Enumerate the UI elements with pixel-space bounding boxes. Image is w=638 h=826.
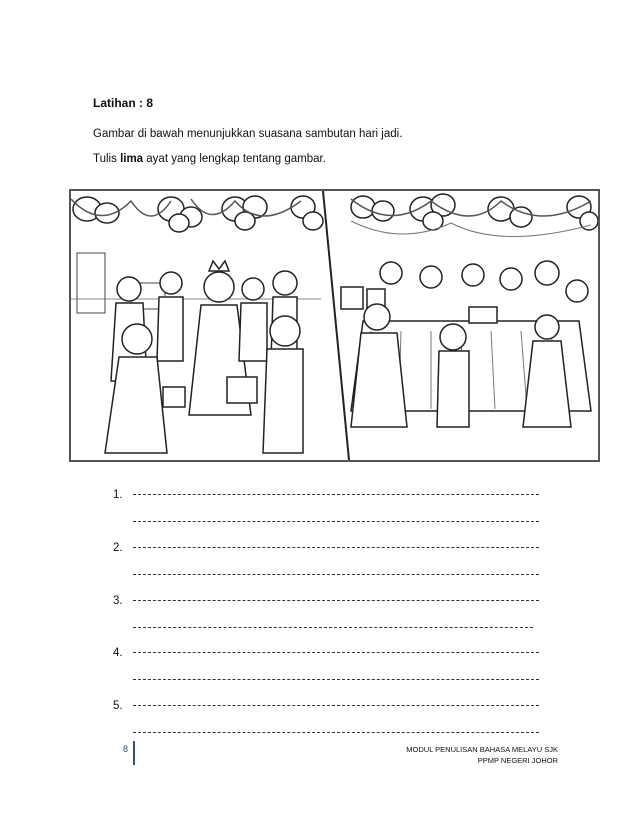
exercise-title: Latihan : 8 (93, 96, 154, 110)
page-number: 8 (123, 744, 129, 754)
answer-2-line-a[interactable] (133, 547, 539, 548)
answer-5-line-a[interactable] (133, 705, 539, 706)
answer-2 (113, 538, 123, 556)
answer-2-line-b[interactable] (133, 574, 539, 575)
answer-4 (113, 643, 123, 661)
instruction-line-1: Gambar di bawah menunjukkan suasana sambutan hari jadi. (93, 128, 403, 140)
answer-3 (113, 591, 123, 609)
instruction-emphasis: lima (120, 153, 144, 165)
answer-number: 1. (113, 489, 123, 501)
answer-5 (113, 696, 123, 714)
answer-4-line-a[interactable] (133, 652, 539, 653)
birthday-party-illustration (69, 189, 600, 462)
party-scene-svg (71, 191, 598, 460)
answer-number: 4. (113, 647, 123, 659)
answer-3-line-b[interactable] (133, 627, 533, 628)
answer-1-line-b[interactable] (133, 521, 539, 522)
answer-3-line-a[interactable] (133, 600, 539, 601)
footer-credit (406, 744, 558, 766)
answer-1 (113, 485, 123, 503)
answer-5-line-b[interactable] (133, 732, 539, 733)
answer-1-line-a[interactable] (133, 494, 539, 495)
footer-divider (133, 741, 135, 765)
answer-number: 5. (113, 700, 123, 712)
birthday-cake (469, 307, 497, 323)
footer-module: MODUL PENULISAN BAHASA MELAYU SJK (406, 745, 558, 754)
answer-number: 3. (113, 595, 123, 607)
instruction-line-2: Tulis lima ayat yang lengkap tentang gambar. (93, 153, 326, 165)
answer-number: 2. (113, 542, 123, 554)
footer-org: PPMP NEGERI JOHOR (477, 756, 558, 765)
answer-4-line-b[interactable] (133, 679, 539, 680)
